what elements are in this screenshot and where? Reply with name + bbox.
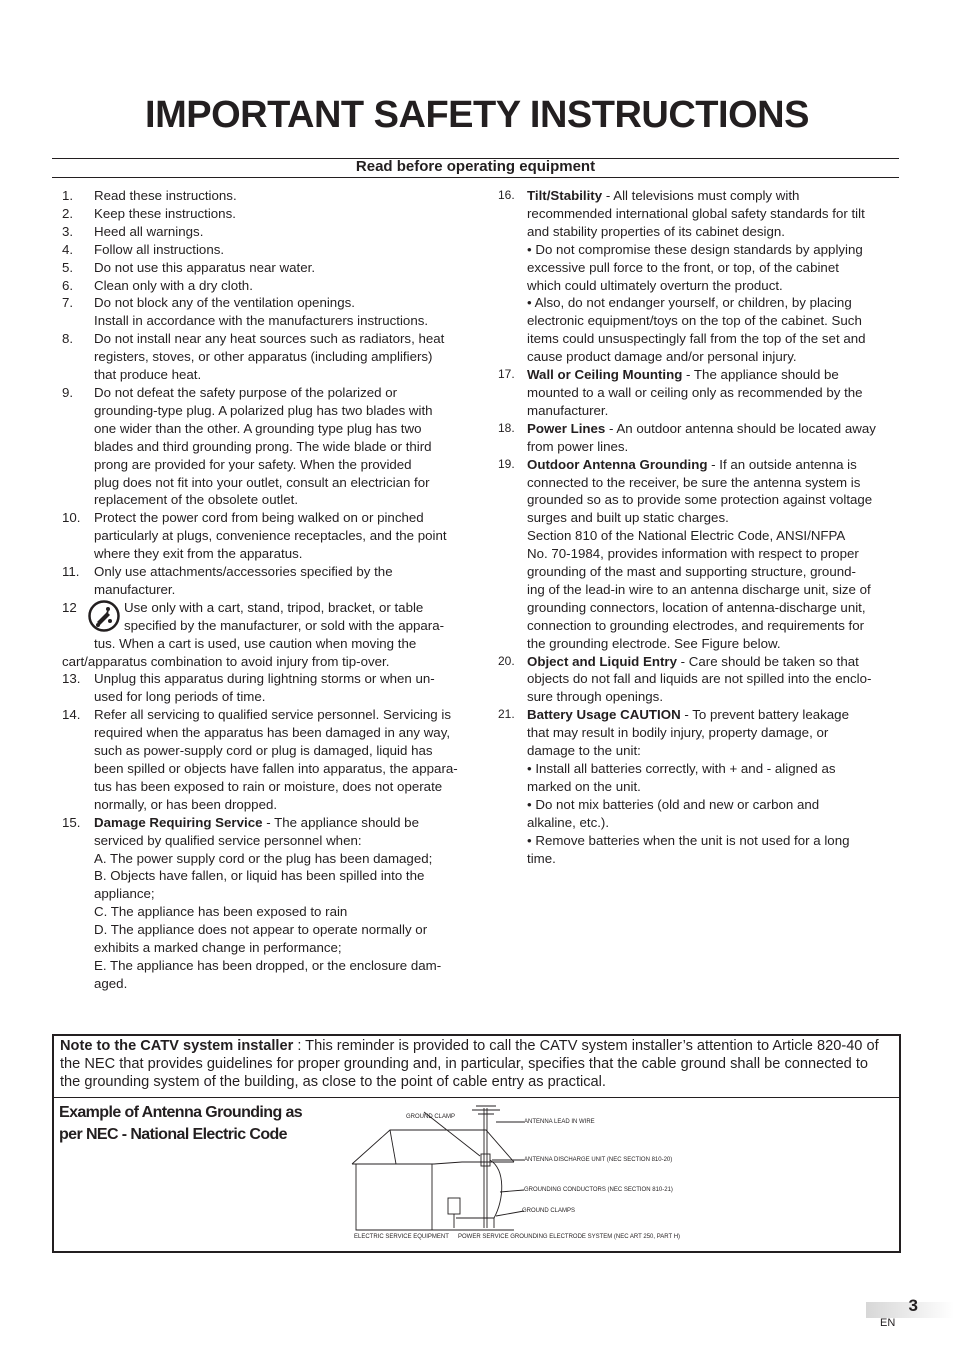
item-number: 3. [62,223,74,239]
item-text: - The appliance should be [682,367,839,383]
instruction-item [62,706,487,813]
antenna-grounding-title: Example of Antenna Grounding as per NEC - National Electric Code [59,1104,303,1143]
item-line: connection to grounding electrodes, and requirements for [527,617,865,633]
instruction-item-12 [62,599,487,671]
item-line: sure through openings. [527,689,664,705]
catv-note [60,1037,890,1092]
instruction-item [62,277,487,295]
item-line: aged. [94,975,128,991]
item-line: particularly at plugs, convenience receptacles, and the point [94,528,447,544]
label-power-grounding: POWER SERVICE GROUNDING ELECTRODE SYSTEM (NEC ART 250, PART H) [458,1234,681,1240]
page-language: EN [880,1317,896,1329]
item-line: specified by the manufacturer, or sold with the appara- [124,617,445,633]
item-heading: Battery Usage CAUTION [527,707,681,723]
item-line: Protect the power cord from being walked on or pinched [94,510,424,526]
instruction-item [62,384,487,509]
item-line: C. The appliance has been exposed to rain [94,904,348,920]
item-number: 21. [498,707,515,722]
item-line: • Do not mix batteries (old and new or carbon and [527,796,820,812]
item-line: manufacturer. [94,581,176,597]
item-number: 17. [498,367,515,382]
instructions-left-column [62,187,487,993]
item-line: replacement of the obsolete outlet. [94,492,299,508]
section-subtitle: Read before operating equipment [355,158,596,175]
instruction-item [62,294,487,330]
item-heading: Power Lines [527,420,606,436]
item-line: tus has been exposed to rain or moisture, does not operate [94,778,443,794]
item-line: Section 810 of the National Electric Code, ANSI/NFPA [527,528,846,544]
item-line: grounding of the mast and supporting structure, ground- [527,564,856,580]
item-line: time. [527,850,556,866]
item-heading: Object and Liquid Entry [527,653,677,669]
item-line: E. The appliance has been dropped, or the enclosure dam- [94,957,442,973]
item-line: recommended international global safety standards for tilt [527,205,865,221]
item-text: - If an outside antenna is [707,456,857,472]
item-line: where they exit from the apparatus. [94,546,303,562]
item-number: 9. [62,384,74,400]
item-line: • Do not compromise these design standards by applying [527,241,863,257]
page-number: 3 [908,1296,918,1315]
item-number: 4. [62,241,74,257]
item-line: Do not defeat the safety purpose of the polarized or [94,384,398,400]
item-number: 19. [498,456,515,471]
instruction-item-15 [62,814,487,993]
item-number: 13. [62,671,81,687]
item-line: and stability properties of its cabinet design. [527,223,785,239]
instruction-item [62,670,487,706]
item-line: Do not use this apparatus near water. [94,259,316,275]
item-line: manufacturer. [527,402,609,418]
item-line: prong are provided for your safety. When the provided [94,456,412,472]
label-ground-clamp: GROUND CLAMP [406,1114,456,1120]
item-number: 12 [62,599,77,615]
item-number: 6. [62,277,74,293]
instruction-item [62,563,487,599]
item-line: Use only with a cart, stand, tripod, bracket, or table [124,599,424,615]
item-line: • Remove batteries when the unit is not used for a long [527,832,850,848]
item-heading: Damage Requiring Service [94,814,263,830]
item-text: - All televisions must comply with [602,188,800,203]
item-line: used for long periods of time. [94,689,266,705]
item-line: B. Objects have fallen, or liquid has been spilled into the [94,868,425,884]
instruction-item [62,241,487,259]
instruction-item [498,420,906,456]
item-line: marked on the unit. [527,778,641,794]
item-line: from power lines. [527,438,629,454]
item-line: Refer all servicing to qualified service personnel. Servicing is [94,707,451,723]
item-line: cause product damage and/or personal injury. [527,349,797,365]
item-line: required when the apparatus has been damaged in any way, [94,725,451,741]
item-number: 5. [62,259,74,275]
instruction-item [62,259,487,277]
item-line: blades and third grounding prong. The wide blade or third [94,438,432,454]
item-line: objects do not fall and liquids are not spilled into the enclo- [527,671,872,687]
title-rule-bottom [52,177,899,178]
instruction-item [62,187,487,205]
item-number: 11. [62,564,80,580]
page-title: IMPORTANT SAFETY INSTRUCTIONS [145,94,809,136]
item-line: that may result in bodily injury, property damage, or [527,725,829,741]
item-number: 20. [498,653,515,668]
item-line: surges and built up static charges. [527,510,729,526]
item-line: normally, or has been dropped. [94,796,278,812]
item-text: - To prevent battery leakage [680,707,849,723]
catv-note-box [52,1034,901,1253]
catv-note-heading: Note to the CATV system installer [60,1038,294,1054]
label-antenna-lead-in: ANTENNA LEAD IN WIRE [524,1119,595,1125]
item-line: Do not block any of the ventilation openings. [94,295,355,311]
instruction-item [498,706,906,867]
item-line: grounding connectors, location of antenna-discharge unit, [527,599,866,615]
item-heading: Outdoor Antenna Grounding [527,456,708,472]
item-number: 1. [62,188,74,203]
item-line: plug does not fit into your outlet, consult an electrician for [94,474,430,490]
item-line: • Also, do not endanger yourself, or children, by placing [527,295,852,311]
item-line: appliance; [94,886,155,902]
label-grounding-conductors: GROUNDING CONDUCTORS (NEC SECTION 810-21) [524,1187,673,1193]
item-line: Install in accordance with the manufacturers instructions. [94,313,429,329]
item-number: 14. [62,707,81,723]
catv-note-text: : This reminder is provided to call the CATV system installer’s attention to Article 820-40 of the NEC that provides guidelines for proper grounding and, in particular, specifies that the cable ground shall be connected to the grounding system of the building, as close to the point of cable entry as practical. [60,1038,879,1091]
item-line: Only use attachments/accessories specified by the [94,564,393,580]
item-line: grounding-type plug. A polarized plug has two blades with [94,402,433,418]
item-heading: Wall or Ceiling Mounting [527,367,683,383]
item-line: grounded so as to provide some protection against voltage [527,492,873,508]
item-line: A. The power supply cord or the plug has been damaged; [94,850,433,866]
item-number: 15. [62,814,81,830]
item-line: which could ultimately overturn the product. [527,277,783,293]
instruction-item [62,330,487,384]
item-line: Unplug this apparatus during lightning storms or when un- [94,671,435,687]
label-electric-service: ELECTRIC SERVICE EQUIPMENT [354,1234,449,1240]
instruction-item [498,366,906,420]
item-line: Follow all instructions. [94,241,225,257]
item-text: - Care should be taken so that [676,653,859,669]
item-line: D. The appliance does not appear to operate normally or [94,922,428,938]
item-line: exhibits a marked change in performance; [94,940,342,956]
item-line: Heed all warnings. [94,223,204,239]
instruction-item [498,187,906,366]
item-line: damage to the unit: [527,743,641,759]
item-line: excessive pull force to the front, or top, of the cabinet [527,259,839,275]
item-line: mounted to a wall or ceiling only as recommended by the [527,384,863,400]
cart-tipover-warning-icon [88,600,120,632]
instruction-item [62,509,487,563]
label-ground-clamps: GROUND CLAMPS [522,1208,576,1214]
item-line: Keep these instructions. [94,205,236,221]
item-line: ing of the lead-in wire to an antenna discharge unit, size of [527,581,871,597]
item-number: 8. [62,331,74,347]
instruction-item [62,223,487,241]
instructions-right-column [498,187,906,867]
item-line: Read these instructions. [94,188,237,203]
item-line: registers, stoves, or other apparatus (including amplifiers) [94,349,433,365]
item-line: cart/apparatus combination to avoid injury from tip-over. [62,653,390,669]
item-line: the grounding electrode. See Figure below. [527,635,781,651]
item-line: been spilled or objects have fallen into apparatus, the appara- [94,761,458,776]
instruction-item [62,205,487,223]
item-line: electronic equipment/toys on the top of the cabinet. Such [527,313,862,329]
item-number: 16. [498,188,515,202]
item-line: items could unsuspectingly fall from the top of the set and [527,331,866,347]
item-number: 2. [62,205,74,221]
item-line: No. 70-1984, provides information with respect to proper [527,546,859,562]
item-line: alkaline, etc.). [527,814,610,830]
item-line: connected to the receiver, be sure the antenna system is [527,474,861,490]
item-line: • Install all batteries correctly, with + and - aligned as [527,761,836,776]
instruction-item [498,653,906,707]
label-discharge-unit: ANTENNA DISCHARGE UNIT (NEC SECTION 810-20) [524,1157,673,1163]
catv-divider [54,1097,899,1098]
item-number: 7. [62,295,74,311]
item-line: Clean only with a dry cloth. [94,277,253,293]
item-line: serviced by qualified service personnel when: [94,832,362,848]
antenna-grounding-diagram [344,1100,704,1250]
item-text: - The appliance should be [262,814,419,830]
instruction-item [498,456,906,653]
item-line: one wider than the other. A grounding type plug has two [94,420,422,436]
item-line: Do not install near any heat sources such as radiators, heat [94,331,445,347]
item-line: tus. When a cart is used, use caution when moving the [94,635,417,651]
item-line: such as power-supply cord or plug is damaged, liquid has [94,743,433,759]
item-number: 10. [62,510,81,526]
item-number: 18. [498,420,515,435]
item-line: that produce heat. [94,367,202,383]
item-text: - An outdoor antenna should be located away [605,420,876,436]
item-heading: Tilt/Stability [527,188,603,203]
